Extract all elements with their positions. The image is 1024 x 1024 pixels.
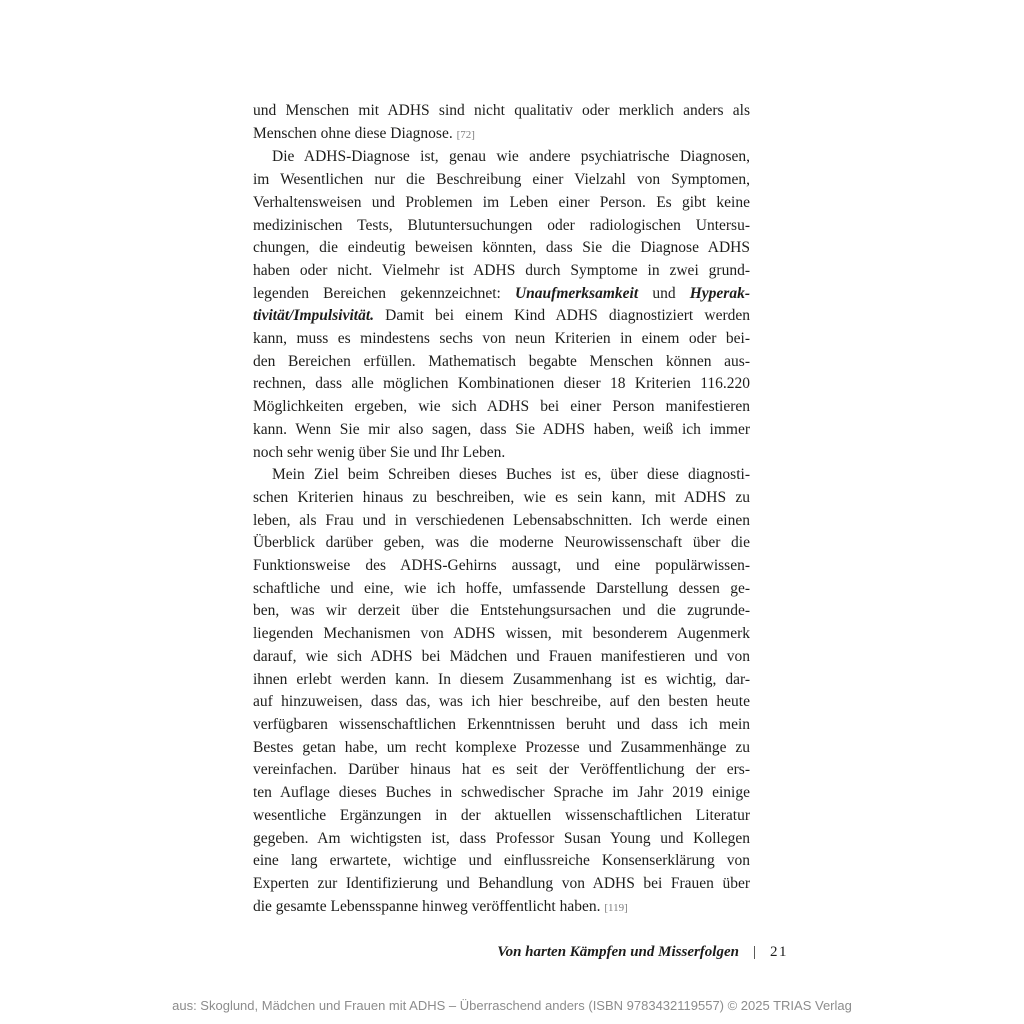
body-text-run: ten Auflage dieses Buches in schwedischer Sprache im Jahr 2019 einige	[253, 784, 750, 802]
emphasis-run: Unaufmerksamkeit	[514, 284, 639, 302]
body-text-run: schaftliche und eine, wie ich hoffe, umfassende Darstellung dessen ge-	[253, 579, 750, 597]
text-line	[253, 146, 750, 169]
reference-marker: [119]	[604, 901, 628, 914]
text-line	[253, 487, 750, 510]
text-line	[253, 237, 750, 260]
text-line	[253, 555, 750, 578]
body-text-run: leben, als Frau und in verschiedenen Lebensabschnitten. Ich werde einen	[253, 511, 750, 529]
body-text-run: ben, was wir derzeit über die Entstehungsursachen und die zugrunde-	[253, 602, 750, 620]
text-line	[253, 192, 750, 215]
text-line	[253, 850, 750, 873]
body-text-run: ihnen erlebt werden kann. In diesem Zusammenhang ist es wichtig, dar-	[253, 670, 750, 688]
text-line	[253, 510, 750, 533]
body-text-run: Bestes getan habe, um recht komplexe Prozesse und Zusammenhänge zu	[253, 738, 750, 756]
text-line	[253, 305, 750, 328]
body-text-run: den Bereichen erfüllen. Mathematisch begabte Menschen können aus-	[253, 352, 750, 370]
text-line	[253, 283, 750, 306]
text-line	[253, 578, 750, 601]
body-text-run: wesentliche Ergänzungen in der aktuellen wissenschaftlichen Literatur	[253, 806, 750, 824]
text-line	[253, 260, 750, 283]
body-text-run: kann. Wenn Sie mir also sagen, dass Sie ADHS haben, weiß ich immer	[253, 420, 750, 438]
body-text-run: Überblick darüber geben, was die moderne Neurowissenschaft über die	[253, 534, 750, 552]
text-line	[253, 169, 750, 192]
body-text-run: chungen, die eindeutig beweisen könnten, dass Sie die Diagnose ADHS	[253, 239, 750, 257]
body-text-run: vereinfachen. Darüber hinaus hat es seit der Veröffentlichung der ers-	[253, 761, 750, 779]
body-text-run: haben oder nicht. Vielmehr ist ADHS durch Symptome in zwei grund-	[253, 261, 750, 279]
text-line	[253, 828, 750, 851]
text-line	[253, 759, 750, 782]
body-text-run: Menschen ohne diese Diagnose.	[253, 124, 457, 142]
body-text-run: auf hinzuweisen, dass das, was ich hier beschreibe, auf den besten heute	[253, 693, 750, 711]
body-text-run: Möglichkeiten ergeben, wie sich ADHS bei einer Person manifestieren	[253, 398, 750, 416]
footer-separator: |	[752, 944, 756, 960]
body-text-run: medizinischen Tests, Blutuntersuchungen oder radiologischen Untersu-	[253, 216, 750, 234]
text-line	[253, 351, 750, 374]
body-text-run: kann, muss es mindestens sechs von neun Kriterien in einem oder bei-	[253, 330, 750, 348]
text-line	[253, 623, 750, 646]
text-line	[253, 896, 750, 920]
body-text-run: eine lang erwartete, wichtige und einflussreiche Konsenserklärung von	[253, 852, 750, 870]
body-text-run: Damit bei einem Kind ADHS diagnostiziert werden	[374, 307, 750, 325]
text-line	[253, 100, 750, 123]
text-line	[253, 419, 750, 442]
text-line	[253, 123, 750, 147]
text-line	[253, 532, 750, 555]
body-text-run: noch sehr wenig über Sie und Ihr Leben.	[253, 443, 506, 461]
text-line	[253, 396, 750, 419]
body-text-run: die gesamte Lebensspanne hinweg veröffentlicht haben.	[253, 897, 605, 915]
body-text-run: Experten zur Identifizierung und Behandlung von ADHS bei Frauen über	[253, 874, 750, 892]
body-text-run: und Menschen mit ADHS sind nicht qualitativ oder merklich anders als	[253, 102, 750, 119]
text-line	[253, 714, 750, 737]
body-text-run: und	[638, 284, 690, 302]
running-chapter-title: Von harten Kämpfen und Misserfolgen	[497, 944, 739, 960]
body-text-run: liegenden Mechanismen von ADHS wissen, mit besonderem Augenmerk	[253, 625, 750, 643]
text-line	[253, 691, 750, 714]
text-line	[253, 873, 750, 896]
body-text-run: im Wesentlichen nur die Beschreibung einer Vielzahl von Symptomen,	[253, 171, 750, 189]
text-line	[253, 373, 750, 396]
paragraph	[253, 100, 750, 146]
emphasis-run: Hyperak-	[689, 284, 750, 302]
text-line	[253, 782, 750, 805]
text-line	[253, 442, 750, 465]
page-footer	[253, 944, 788, 961]
paragraph	[253, 146, 750, 464]
paragraph	[253, 464, 750, 919]
text-line	[253, 464, 750, 487]
emphasis-run: tivität/Impulsivität.	[253, 307, 374, 325]
text-line	[253, 669, 750, 692]
text-line	[253, 328, 750, 351]
body-text-run: rechnen, dass alle möglichen Kombinationen dieser 18 Kriterien 116.220	[253, 375, 750, 393]
body-text-run: verfügbaren wissenschaftlichen Erkenntnissen beruht und dass ich mein	[253, 715, 750, 733]
body-text-run: darauf, wie sich ADHS bei Mädchen und Frauen manifestieren und von	[253, 647, 750, 665]
body-text-run: Mein Ziel beim Schreiben dieses Buches ist es, über diese diagnosti-	[272, 466, 750, 484]
body-text-run: schen Kriterien hinaus zu beschreiben, wie es sein kann, mit ADHS zu	[253, 488, 750, 506]
body-text-run: Funktionsweise des ADHS-Gehirns aussagt, und eine populärwissen-	[253, 557, 750, 575]
body-text-run: Verhaltensweisen und Problemen im Leben einer Person. Es gibt keine	[253, 193, 750, 211]
body-text-run: legenden Bereichen gekennzeichnet:	[253, 284, 515, 302]
page-number: 21	[770, 944, 788, 960]
credit-line: aus: Skoglund, Mädchen und Frauen mit ADHS – Überraschend anders (ISBN 9783432119557) © 2025 TRIAS Verlag	[172, 998, 852, 1013]
reference-marker: [72]	[456, 128, 475, 141]
text-line	[253, 600, 750, 623]
text-block	[253, 100, 750, 919]
body-text-run: gegeben. Am wichtigsten ist, dass Professor Susan Young und Kollegen	[253, 829, 750, 847]
text-line	[253, 805, 750, 828]
text-line	[253, 215, 750, 238]
body-text-run: Die ADHS-Diagnose ist, genau wie andere psychiatrische Diagnosen,	[272, 148, 750, 166]
text-line	[253, 646, 750, 669]
text-line	[253, 737, 750, 760]
